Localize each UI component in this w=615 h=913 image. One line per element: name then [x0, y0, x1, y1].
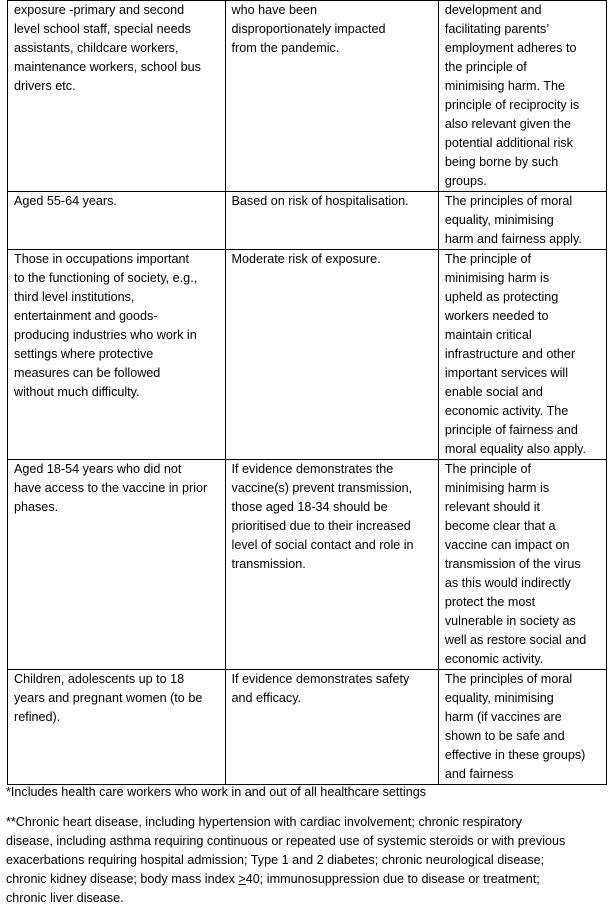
table-row — [8, 1, 607, 192]
ethics-cell — [438, 460, 606, 670]
rationale-text: If evidence demonstrates the vaccine(s) prevent transmission, those aged 18-34 should be prioritised due to their increased level of social contact and role in transmission. — [231, 462, 414, 571]
rationale-cell — [225, 250, 438, 460]
rationale-cell — [225, 192, 438, 250]
ethics-cell — [438, 250, 606, 460]
group-text: Those in occupations important to the functioning of society, e.g., third level institutions, entertainment and goods- producing industries who work in settings where protective measures can be followed without much difficulty. — [14, 252, 198, 399]
rationale-cell — [225, 1, 438, 192]
table-row — [8, 192, 607, 250]
group-text: Aged 18-54 years who did not have access to the vaccine in prior phases. — [14, 462, 208, 514]
rationale-cell — [225, 460, 438, 670]
ethics-text: The principles of moral equality, minimising harm (if vaccines are shown to be safe and effective in these groups) and fairness — [444, 672, 586, 781]
group-text: Aged 55-64 years. — [14, 194, 117, 208]
footnote-text-part: 40; immunosuppression due to disease or treatment; chronic liver disease. — [6, 872, 540, 905]
table-row — [8, 670, 607, 785]
rationale-text: If evidence demonstrates safety and efficacy. — [231, 672, 410, 705]
ethics-cell — [438, 192, 606, 250]
group-cell — [8, 192, 226, 250]
group-text: exposure -primary and second level school staff, special needs assistants, childcare workers, maintenance workers, school bus drivers etc. — [14, 3, 201, 93]
table-row — [8, 460, 607, 670]
group-text: Children, adolescents up to 18 years and pregnant women (to be refined). — [14, 672, 203, 724]
group-cell — [8, 1, 226, 192]
ethics-cell — [438, 670, 606, 785]
vaccine-allocation-table — [7, 0, 607, 785]
table-row — [8, 250, 607, 460]
ethics-text: The principle of minimising harm is upheld as protecting workers needed to maintain critical infrastructure and other important services will enable social and economic activity. The principle of fairness and moral equality also apply. — [444, 252, 587, 456]
rationale-text: who have been disproportionately impacted from the pandemic. — [231, 3, 386, 55]
rationale-text: Based on risk of hospitalisation. — [231, 194, 409, 208]
footnotes — [6, 783, 610, 908]
footnote-healthcare-workers: *Includes health care workers who work in and out of all healthcare settings — [6, 785, 427, 799]
group-cell — [8, 250, 226, 460]
rationale-cell — [225, 670, 438, 785]
footnote-text-part: **Chronic heart disease, including hypertension with cardiac involvement; chronic respiratory disease, including asthma requiring continuous or repeated use of systemic steroids or with previous exacerbations requiring hospital admission; Type 1 and 2 diabetes; chronic neurological disease; chronic kidney disease; body mass index — [6, 815, 566, 886]
ethics-text: The principles of moral equality, minimising harm and fairness apply. — [444, 194, 582, 246]
rationale-text: Moderate risk of exposure. — [231, 252, 381, 266]
ethics-cell — [438, 1, 606, 192]
group-cell — [8, 670, 226, 785]
footnote-chronic-conditions — [6, 813, 610, 908]
ethics-text: development and facilitating parents’ employment adheres to the principle of minimising harm. The principle of reciprocity is also relevant given the potential additional risk being borne by such groups. — [444, 3, 580, 188]
ethics-text: The principle of minimising harm is relevant should it become clear that a vaccine can impact on transmission of the virus as this would indirectly protect the most vulnerable in society as well as restore social and economic activity. — [444, 462, 587, 666]
greater-equal-symbol: > — [238, 872, 246, 886]
group-cell — [8, 460, 226, 670]
